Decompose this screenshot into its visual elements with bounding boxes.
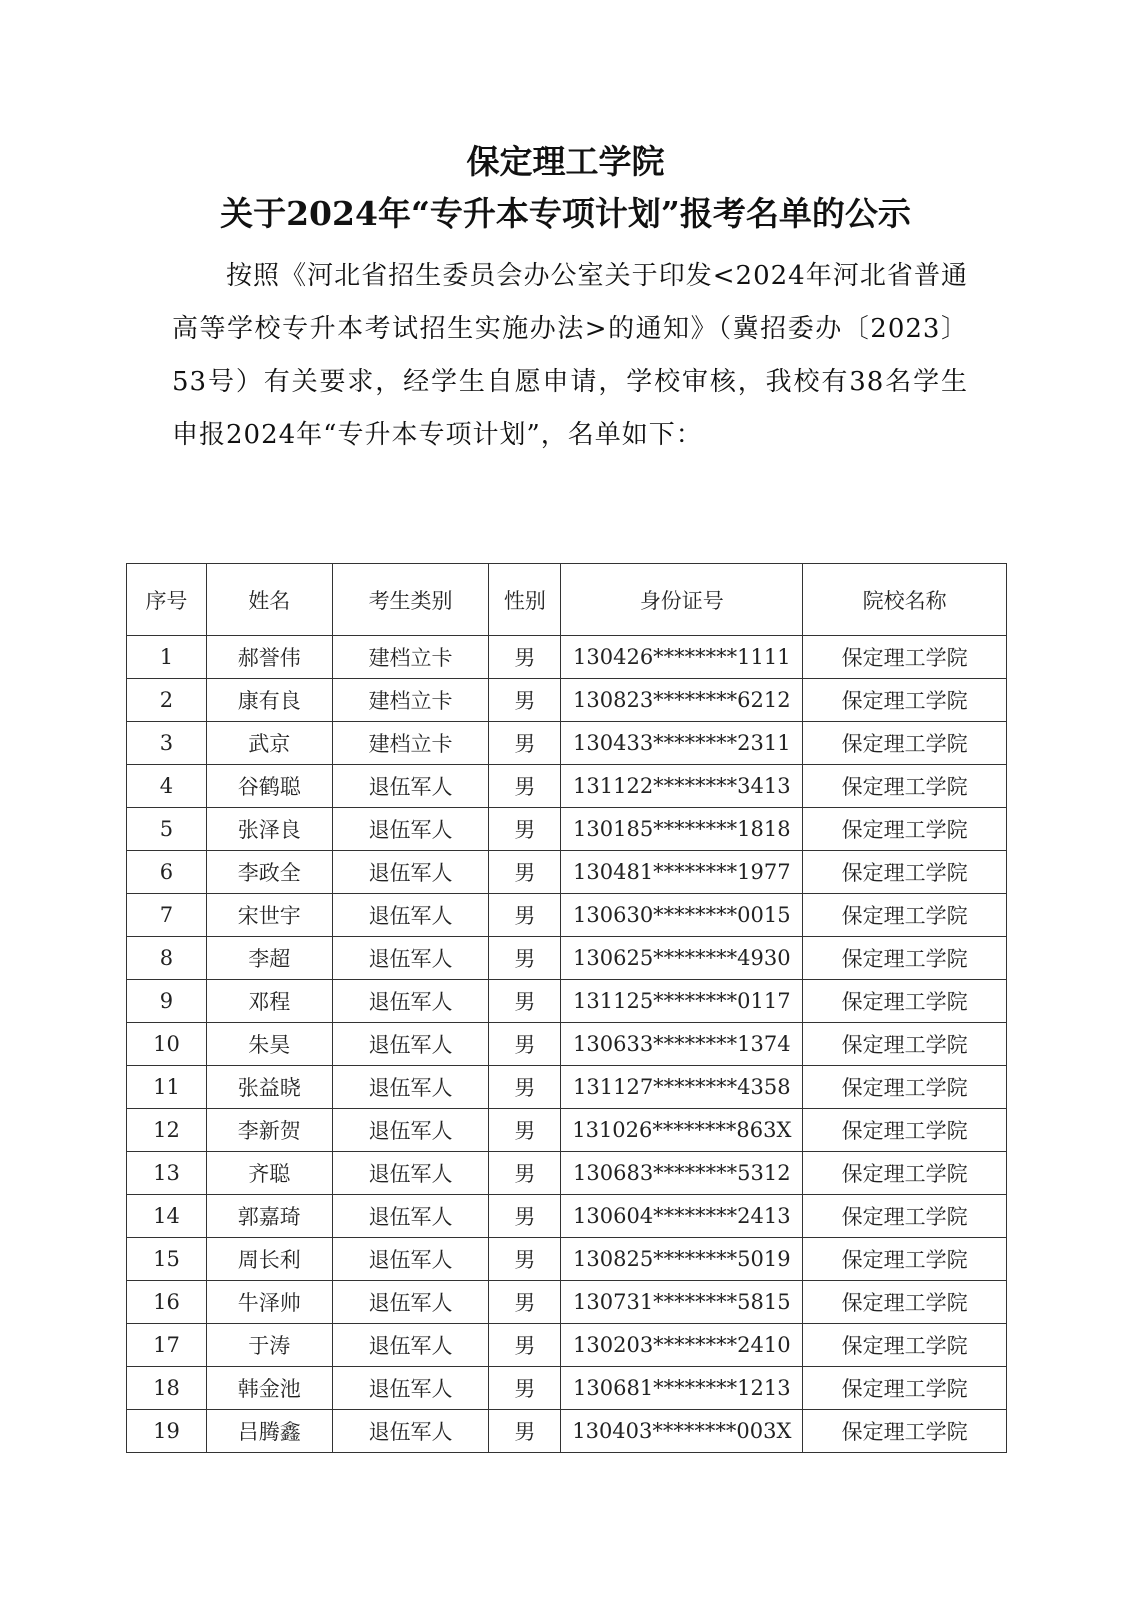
table-row (127, 1281, 1007, 1324)
cell-school: 保定理工学院 (803, 1410, 1007, 1453)
cell-index: 4 (127, 765, 207, 808)
header-index: 序号 (127, 564, 207, 636)
cell-id-number: 130630********0015 (561, 894, 803, 937)
cell-name: 郝誉伟 (206, 636, 332, 679)
cell-index: 11 (127, 1066, 207, 1109)
table-row (127, 894, 1007, 937)
cell-id-number: 130426********1111 (561, 636, 803, 679)
cell-index: 19 (127, 1410, 207, 1453)
header-name: 姓名 (206, 564, 332, 636)
cell-id-number: 131122********3413 (561, 765, 803, 808)
cell-gender: 男 (489, 1023, 561, 1066)
cell-school: 保定理工学院 (803, 679, 1007, 722)
table-header-row (127, 564, 1007, 636)
cell-school: 保定理工学院 (803, 1281, 1007, 1324)
table-row (127, 1195, 1007, 1238)
cell-id-number: 130825********5019 (561, 1238, 803, 1281)
cell-index: 13 (127, 1152, 207, 1195)
cell-name: 宋世宇 (206, 894, 332, 937)
cell-school: 保定理工学院 (803, 765, 1007, 808)
cell-category: 退伍军人 (332, 894, 489, 937)
cell-category: 建档立卡 (332, 679, 489, 722)
cell-gender: 男 (489, 1152, 561, 1195)
cell-id-number: 130481********1977 (561, 851, 803, 894)
cell-school: 保定理工学院 (803, 851, 1007, 894)
table-row (127, 808, 1007, 851)
table-row (127, 636, 1007, 679)
header-school: 院校名称 (803, 564, 1007, 636)
cell-index: 6 (127, 851, 207, 894)
cell-index: 5 (127, 808, 207, 851)
cell-index: 10 (127, 1023, 207, 1066)
cell-category: 退伍军人 (332, 1152, 489, 1195)
table-row (127, 1023, 1007, 1066)
table-row (127, 851, 1007, 894)
table-row (127, 980, 1007, 1023)
cell-gender: 男 (489, 1066, 561, 1109)
cell-gender: 男 (489, 1410, 561, 1453)
cell-gender: 男 (489, 1238, 561, 1281)
cell-name: 张泽良 (206, 808, 332, 851)
cell-school: 保定理工学院 (803, 1066, 1007, 1109)
cell-school: 保定理工学院 (803, 1238, 1007, 1281)
cell-index: 7 (127, 894, 207, 937)
table-row (127, 937, 1007, 980)
cell-id-number: 131026********863X (561, 1109, 803, 1152)
cell-index: 18 (127, 1367, 207, 1410)
cell-gender: 男 (489, 980, 561, 1023)
header-id-number: 身份证号 (561, 564, 803, 636)
cell-index: 15 (127, 1238, 207, 1281)
table-row (127, 1324, 1007, 1367)
cell-name: 吕腾鑫 (206, 1410, 332, 1453)
notice-paragraph: 按照《河北省招生委员会办公室关于印发<2024年河北省普通高等学校专升本考试招生实施办法>的通知》（冀招委办〔2023〕53号）有关要求，经学生自愿申请，学校审核，我校有38名学生申报2024年“专升本专项计划”，名单如下： (172, 261, 968, 450)
cell-id-number: 130203********2410 (561, 1324, 803, 1367)
cell-category: 退伍军人 (332, 1367, 489, 1410)
cell-gender: 男 (489, 722, 561, 765)
notice-paragraph-block (172, 250, 968, 462)
cell-gender: 男 (489, 636, 561, 679)
cell-gender: 男 (489, 1195, 561, 1238)
cell-category: 退伍军人 (332, 851, 489, 894)
header-category: 考生类别 (332, 564, 489, 636)
cell-id-number: 130633********1374 (561, 1023, 803, 1066)
cell-gender: 男 (489, 894, 561, 937)
cell-school: 保定理工学院 (803, 937, 1007, 980)
cell-category: 退伍军人 (332, 765, 489, 808)
table-row (127, 679, 1007, 722)
cell-gender: 男 (489, 1324, 561, 1367)
cell-name: 李新贺 (206, 1109, 332, 1152)
cell-category: 建档立卡 (332, 722, 489, 765)
cell-id-number: 131127********4358 (561, 1066, 803, 1109)
cell-school: 保定理工学院 (803, 1152, 1007, 1195)
cell-index: 16 (127, 1281, 207, 1324)
header-gender: 性别 (489, 564, 561, 636)
cell-category: 退伍军人 (332, 1238, 489, 1281)
cell-category: 建档立卡 (332, 636, 489, 679)
cell-name: 邓程 (206, 980, 332, 1023)
document-title: 保定理工学院 (466, 142, 665, 181)
cell-name: 周长利 (206, 1238, 332, 1281)
cell-gender: 男 (489, 937, 561, 980)
cell-name: 韩金池 (206, 1367, 332, 1410)
cell-index: 14 (127, 1195, 207, 1238)
cell-id-number: 131125********0117 (561, 980, 803, 1023)
cell-name: 谷鹤聪 (206, 765, 332, 808)
cell-category: 退伍军人 (332, 1410, 489, 1453)
cell-gender: 男 (489, 1281, 561, 1324)
cell-index: 1 (127, 636, 207, 679)
cell-id-number: 130403********003X (561, 1410, 803, 1453)
cell-category: 退伍军人 (332, 1195, 489, 1238)
cell-gender: 男 (489, 765, 561, 808)
cell-school: 保定理工学院 (803, 1324, 1007, 1367)
cell-category: 退伍军人 (332, 980, 489, 1023)
table-row (127, 1238, 1007, 1281)
cell-id-number: 130433********2311 (561, 722, 803, 765)
cell-name: 康有良 (206, 679, 332, 722)
cell-gender: 男 (489, 808, 561, 851)
cell-category: 退伍军人 (332, 1023, 489, 1066)
cell-name: 李政全 (206, 851, 332, 894)
cell-id-number: 130625********4930 (561, 937, 803, 980)
cell-school: 保定理工学院 (803, 980, 1007, 1023)
cell-school: 保定理工学院 (803, 808, 1007, 851)
cell-name: 齐聪 (206, 1152, 332, 1195)
cell-school: 保定理工学院 (803, 1367, 1007, 1410)
cell-index: 8 (127, 937, 207, 980)
cell-index: 9 (127, 980, 207, 1023)
table-body (127, 636, 1007, 1453)
cell-id-number: 130683********5312 (561, 1152, 803, 1195)
cell-school: 保定理工学院 (803, 1023, 1007, 1066)
cell-id-number: 130604********2413 (561, 1195, 803, 1238)
table-row (127, 1066, 1007, 1109)
cell-index: 2 (127, 679, 207, 722)
cell-category: 退伍军人 (332, 937, 489, 980)
cell-index: 12 (127, 1109, 207, 1152)
applicant-roster-table (126, 563, 1007, 1453)
cell-gender: 男 (489, 1367, 561, 1410)
cell-id-number: 130185********1818 (561, 808, 803, 851)
table-row (127, 1109, 1007, 1152)
cell-index: 17 (127, 1324, 207, 1367)
cell-category: 退伍军人 (332, 1109, 489, 1152)
table-row (127, 1367, 1007, 1410)
cell-gender: 男 (489, 679, 561, 722)
cell-category: 退伍军人 (332, 1324, 489, 1367)
cell-category: 退伍军人 (332, 1066, 489, 1109)
cell-name: 武京 (206, 722, 332, 765)
cell-name: 于涛 (206, 1324, 332, 1367)
table-row (127, 1152, 1007, 1195)
cell-category: 退伍军人 (332, 808, 489, 851)
cell-category: 退伍军人 (332, 1281, 489, 1324)
table-row (127, 722, 1007, 765)
cell-id-number: 130681********1213 (561, 1367, 803, 1410)
cell-name: 张益晓 (206, 1066, 332, 1109)
cell-name: 朱昊 (206, 1023, 332, 1066)
cell-school: 保定理工学院 (803, 722, 1007, 765)
document-subtitle: 关于2024年“专升本专项计划”报考名单的公示 (220, 194, 911, 233)
cell-name: 牛泽帅 (206, 1281, 332, 1324)
cell-gender: 男 (489, 851, 561, 894)
cell-school: 保定理工学院 (803, 894, 1007, 937)
cell-name: 李超 (206, 937, 332, 980)
cell-gender: 男 (489, 1109, 561, 1152)
cell-id-number: 130823********6212 (561, 679, 803, 722)
cell-name: 郭嘉琦 (206, 1195, 332, 1238)
table-row (127, 1410, 1007, 1453)
cell-id-number: 130731********5815 (561, 1281, 803, 1324)
cell-school: 保定理工学院 (803, 636, 1007, 679)
cell-school: 保定理工学院 (803, 1109, 1007, 1152)
cell-index: 3 (127, 722, 207, 765)
cell-school: 保定理工学院 (803, 1195, 1007, 1238)
table-row (127, 765, 1007, 808)
